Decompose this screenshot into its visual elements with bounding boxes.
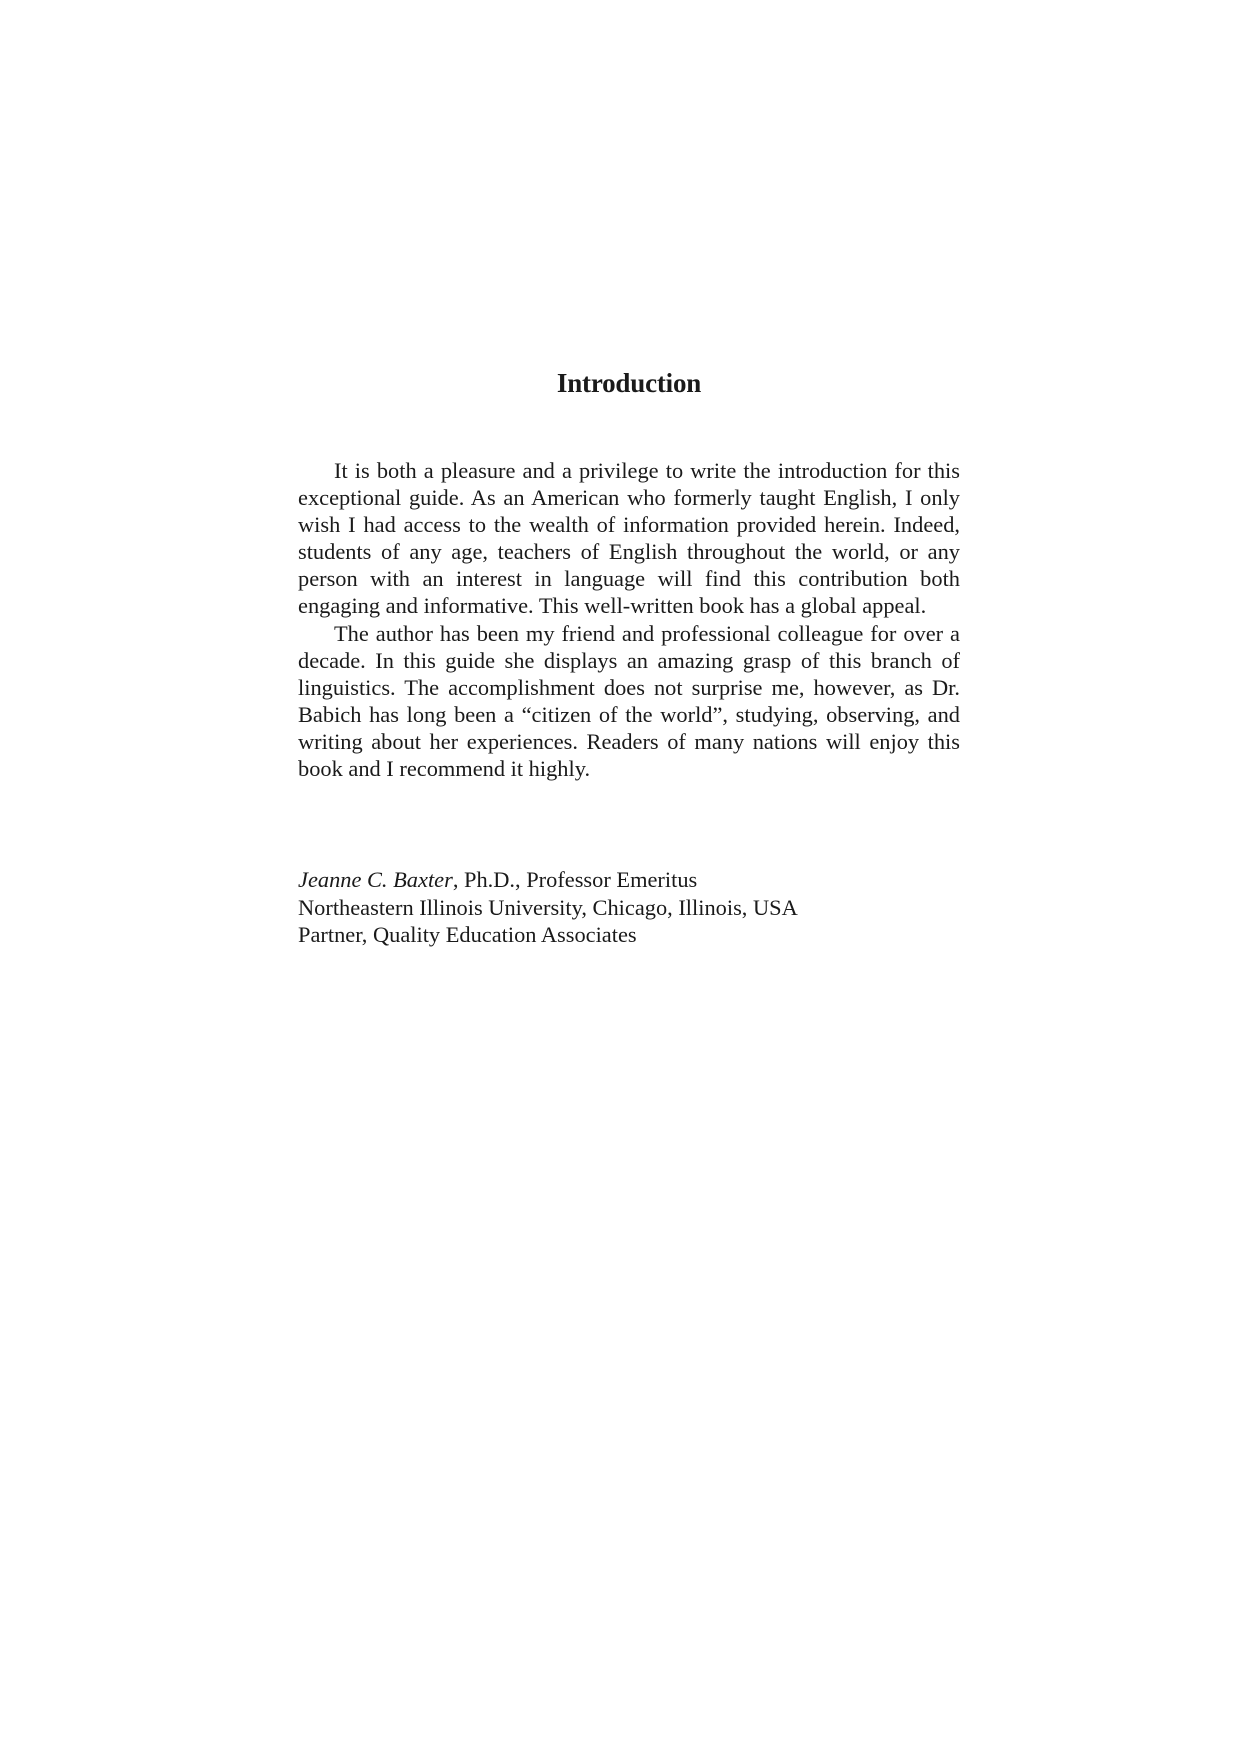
author-name: Jeanne C. Baxter (298, 867, 453, 892)
author-role: Partner, Quality Education Associates (298, 922, 637, 947)
signature-block (298, 866, 960, 949)
paragraph: The author has been my friend and professional colleague for over a decade. In this guide she displays an amazing grasp of this branch of linguistics. The accomplishment does not surprise me, however, as Dr. Babich has long been a “citizen of the world”, studying, observing, and writing about her experiences. Readers of many nations will enjoy this book and I recommend it highly. (298, 620, 960, 782)
paragraph: It is both a pleasure and a privilege to write the introduction for this exceptional guide. As an American who formerly taught English, I only wish I had access to the wealth of information provided herein. Indeed, students of any age, teachers of English throughout the world, or any person with an interest in language will find this contribution both engaging and informative. This well-written book has a global appeal. (298, 458, 960, 619)
author-affiliation: Northeastern Illinois University, Chicago, Illinois, USA (298, 894, 798, 920)
author-credentials: , Ph.D., Professor Emeritus (452, 867, 698, 892)
introduction-body (298, 457, 960, 782)
page-title: Introduction (556, 368, 702, 398)
signature-line (298, 866, 960, 894)
